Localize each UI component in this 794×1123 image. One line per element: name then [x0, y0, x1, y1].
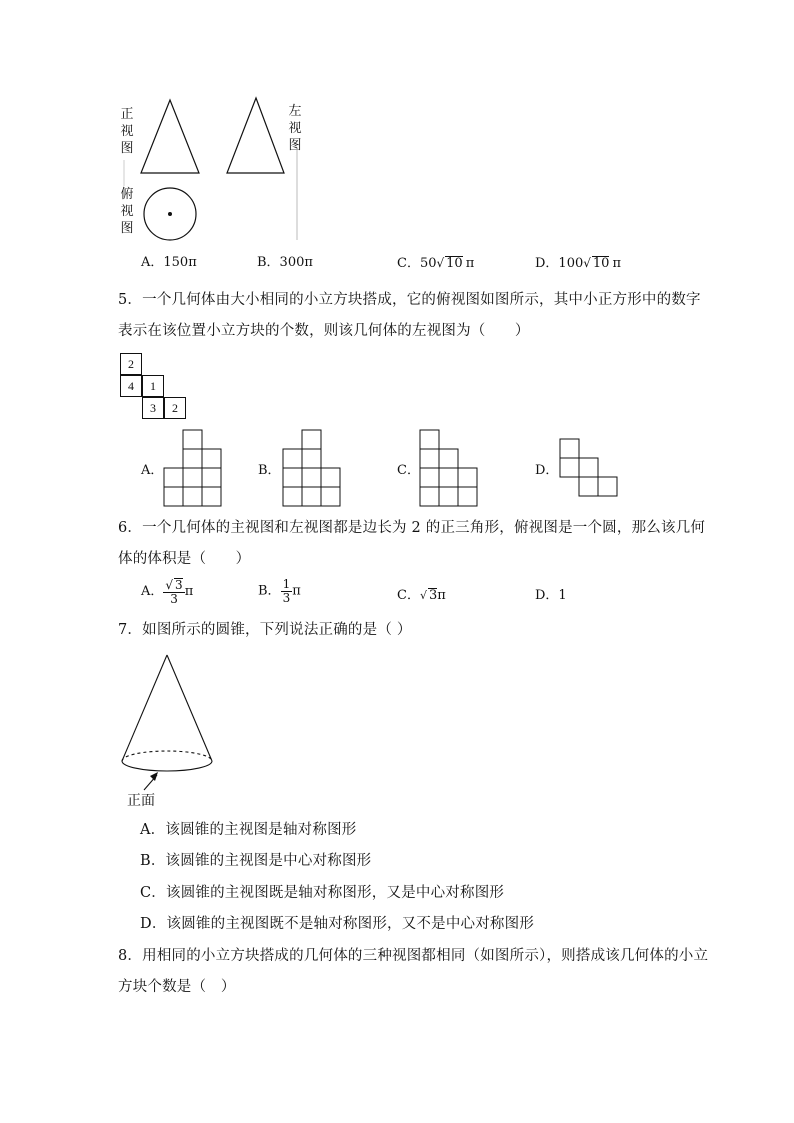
q8-stem-line1: 8．用相同的小立方块搭成的几何体的三种视图都相同（如图所示），则搭成该几何体的小立	[118, 948, 709, 964]
q4-option-c[interactable]: C．50√ 10 π	[397, 256, 475, 271]
q5-option-b[interactable]: B．	[258, 463, 281, 478]
q7-option-c[interactable]: C．该圆锥的主视图既是轴对称图形，又是中心对称图形	[140, 885, 505, 901]
q5-stem-line1: 5．一个几何体由大小相同的小立方块搭成，它的俯视图如图所示，其中小正方形中的数字	[118, 292, 701, 308]
grid-cell: 2	[164, 397, 186, 419]
grid-cell: 1	[142, 375, 164, 397]
q4-option-a[interactable]: A．150π	[141, 255, 197, 270]
grid-cell: 3	[142, 397, 164, 419]
q6-option-a[interactable]: A． $\frac{√ 3}{3}$ π	[141, 578, 194, 606]
q6-option-d[interactable]: D．1	[535, 588, 567, 603]
q7-stem: 7．如图所示的圆锥，下列说法正确的是（ ）	[118, 622, 412, 638]
q8-stem-line2: 方块个数是（ ）	[118, 979, 236, 995]
q6-option-c[interactable]: C．√ 3π	[397, 588, 446, 603]
q7-option-b[interactable]: B．该圆锥的主视图是中心对称图形	[140, 853, 372, 869]
q4-option-b[interactable]: B．300π	[257, 255, 313, 270]
q5-option-a[interactable]: A．	[141, 463, 164, 478]
front-label: 正面	[127, 793, 155, 809]
q6-option-b[interactable]: B． $\frac{1}{3}$ π	[258, 577, 301, 605]
grid-cell: 2	[120, 353, 142, 375]
q5-option-c[interactable]: C．	[397, 463, 420, 478]
q4-option-d[interactable]: D．100√ 10 π	[535, 256, 621, 271]
q5-stem-line2: 表示在该位置小立方块的个数，则该几何体的左视图为（ ）	[118, 323, 530, 339]
grid-cell: 4	[120, 375, 142, 397]
front-view-label: 正视图	[120, 107, 134, 156]
q5-option-d[interactable]: D．	[535, 463, 559, 478]
top-view-label: 俯视图	[120, 187, 134, 236]
q7-option-a[interactable]: A．该圆锥的主视图是轴对称图形	[140, 822, 357, 838]
q7-option-d[interactable]: D．该圆锥的主视图既不是轴对称图形，又不是中心对称图形	[140, 916, 535, 932]
left-view-label: 左视图	[288, 104, 302, 153]
q6-stem-line2: 体的体积是（ ）	[118, 551, 251, 567]
q6-stem-line1: 6．一个几何体的主视图和左视图都是边长为 2 的正三角形，俯视图是一个圆，那么该几何	[118, 520, 706, 536]
